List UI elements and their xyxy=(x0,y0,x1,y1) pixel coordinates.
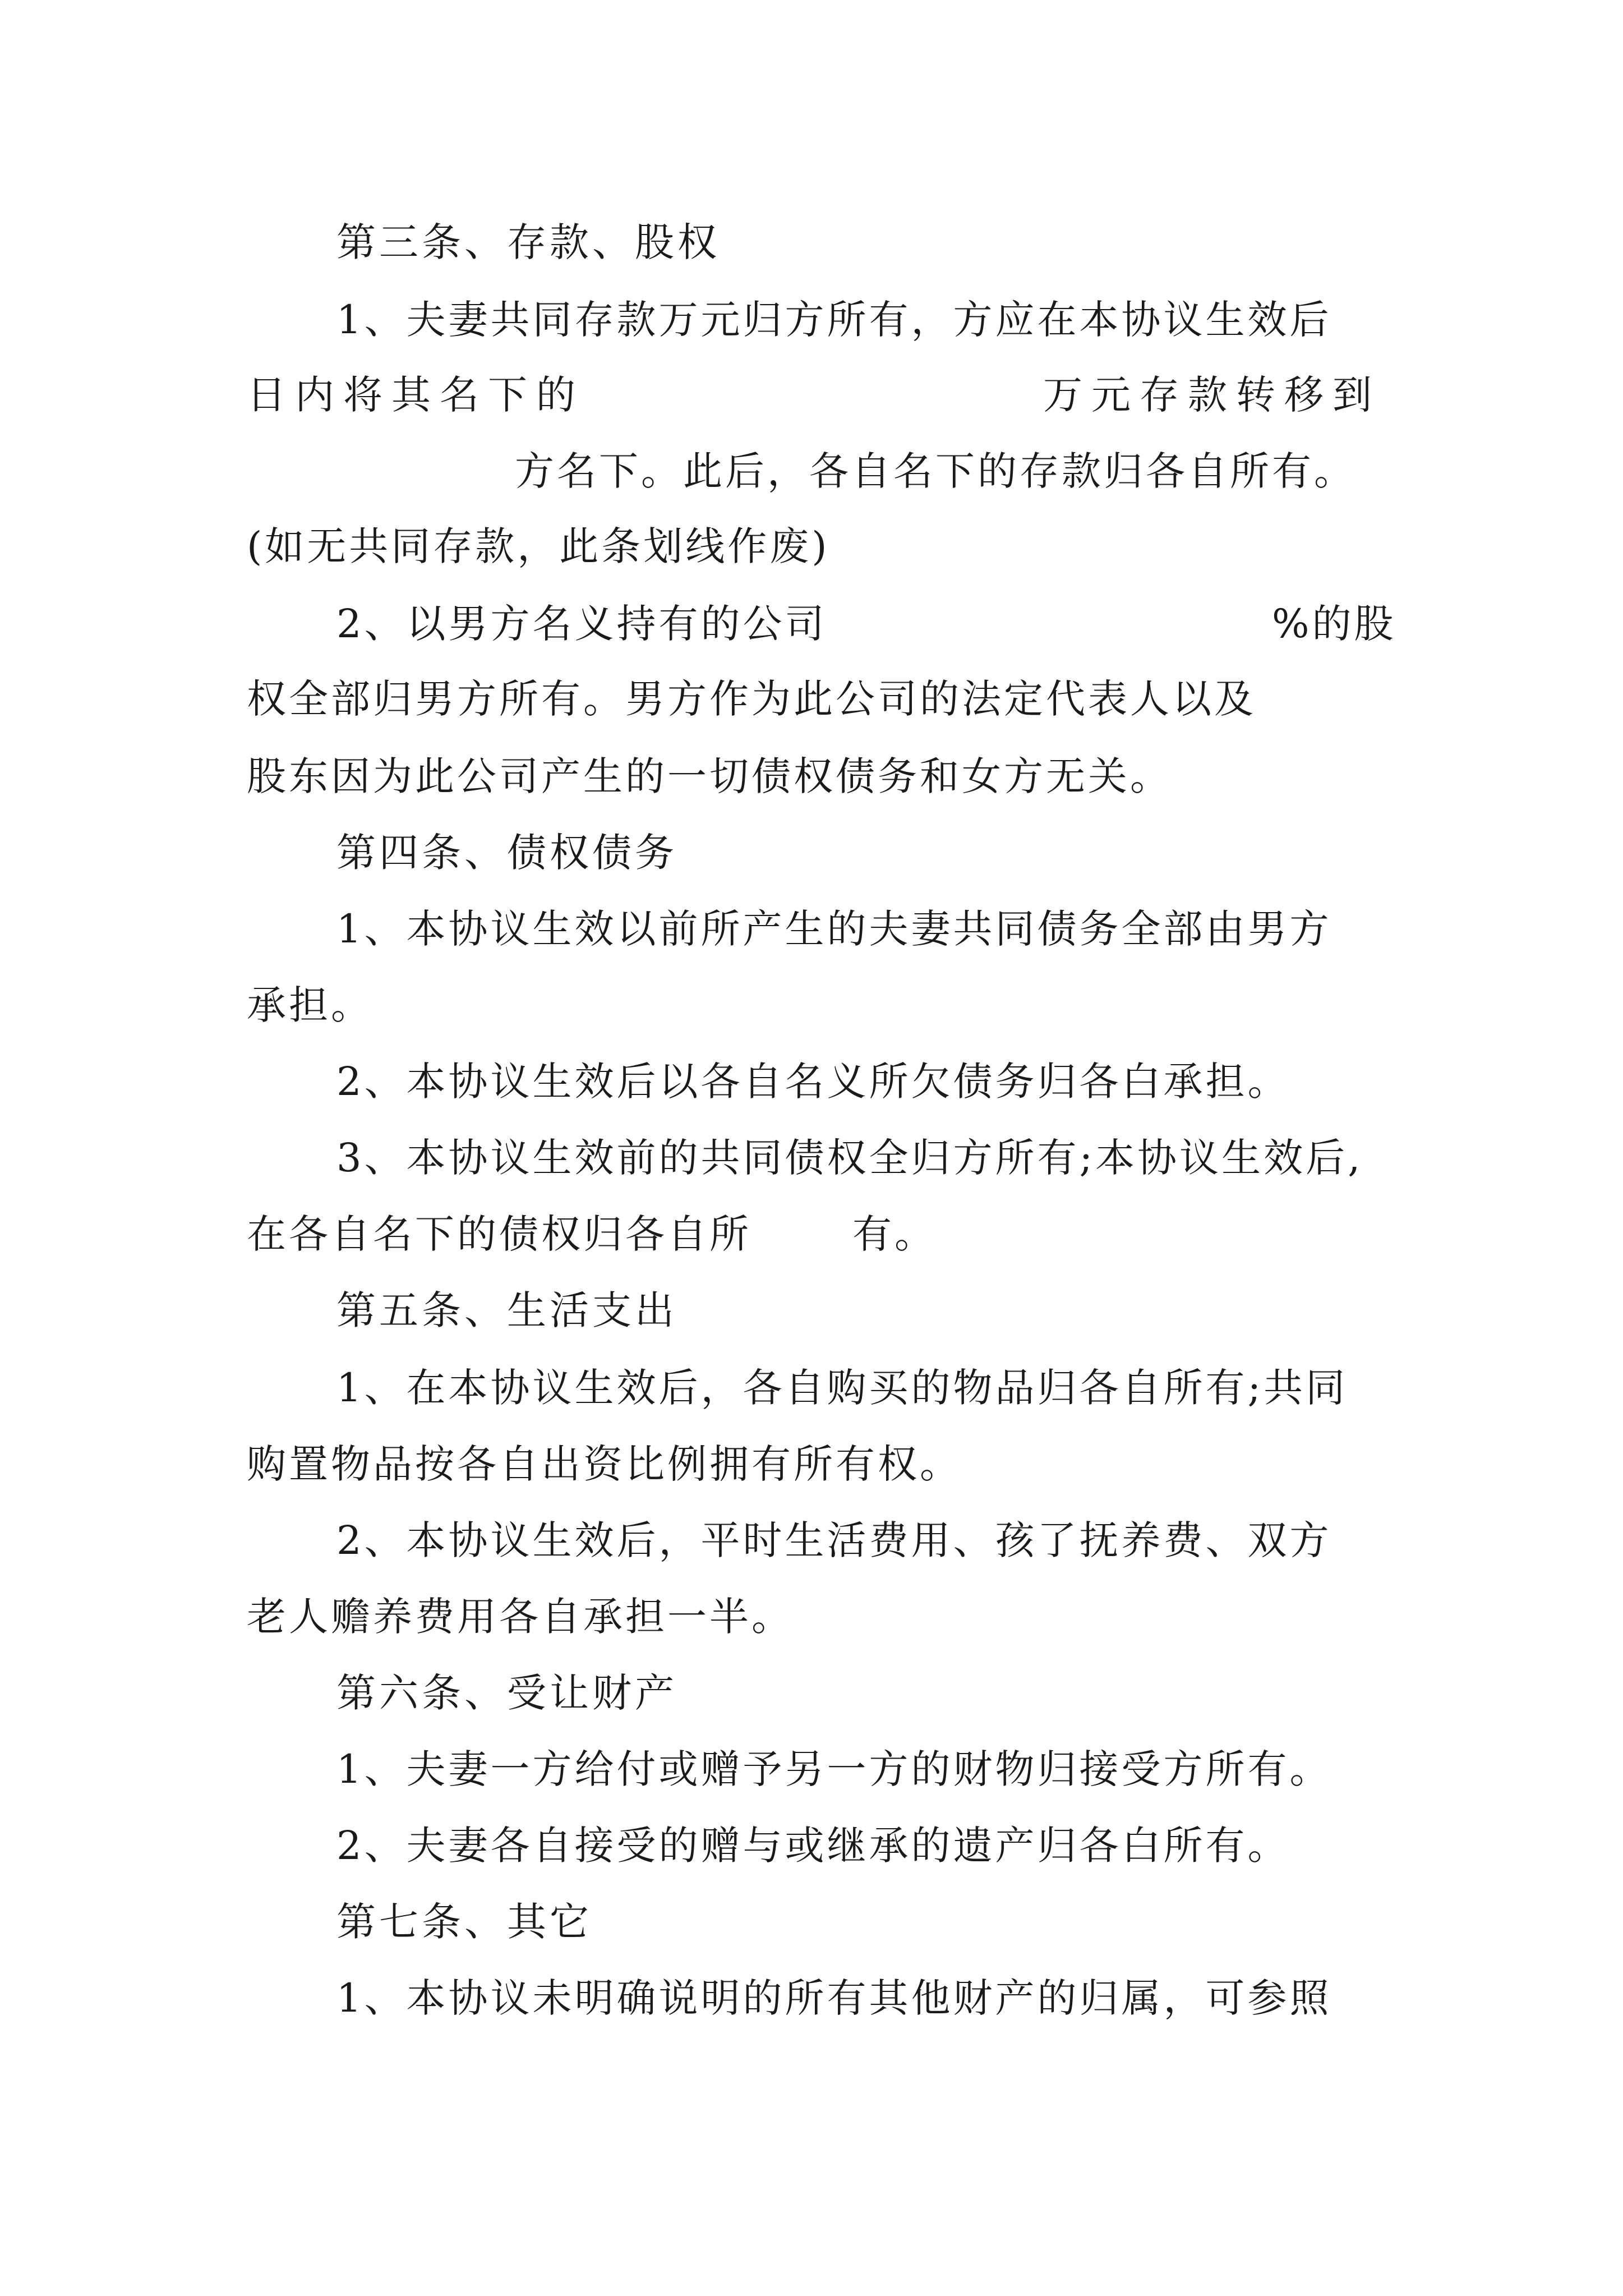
article4-item1-line1: 1、本协议生效以前所产生的夫妻共同债务全部由男方 xyxy=(336,906,1332,952)
article3-item2-line3: 股东因为此公司产生的一切债权债务和女方无关。 xyxy=(247,753,1172,799)
article4-item2: 2、本协议生效后以各自名义所欠债务归各白承担。 xyxy=(336,1059,1290,1105)
article4-item1-line2: 承担。 xyxy=(247,982,373,1028)
article3-item1-line2-left: 日内将其名下的 xyxy=(247,372,584,418)
article5-item1-line1: 1、在本协议生效后，各自购买的物品归各自所有;共同 xyxy=(336,1365,1348,1411)
article3-heading: 第三条、存款、股权 xyxy=(336,219,720,265)
article5-heading: 第五条、生活支出 xyxy=(336,1287,677,1333)
article5-item2-line1: 2、本协议生效后，平时生活费用、孩了抚养费、双方 xyxy=(336,1517,1332,1563)
article4-item3-line1: 3、本协议生效前的共同债权全归方所有;本协议生效后, xyxy=(336,1135,1363,1181)
article4-item3-line2-right: 有。 xyxy=(852,1211,937,1257)
article3-item2-line2: 权全部归男方所有。男方作为此公司的法定代表人以及 xyxy=(247,676,1256,722)
article4-heading: 第四条、债权债务 xyxy=(336,830,677,876)
article6-item1: 1、夫妻一方给付或赠予另一方的财物归接受方所有。 xyxy=(336,1746,1332,1792)
article7-heading: 第七条、其它 xyxy=(336,1899,592,1945)
article6-item2: 2、夫妻各自接受的赠与或继承的遗产归各白所有。 xyxy=(336,1823,1290,1869)
article6-heading: 第六条、受让财产 xyxy=(336,1670,677,1716)
article3-item1-line4: (如无共同存款，此条划线作废) xyxy=(247,523,830,569)
article5-item2-line2: 老人赡养费用各自承担一半。 xyxy=(247,1594,794,1640)
article3-item1-line2-right: 万元存款转移到 xyxy=(1043,372,1381,418)
article3-item1-line1: 1、夫妻共同存款万元归方所有，方应在本协议生效后 xyxy=(336,297,1332,343)
article7-item1-line1: 1、本协议未明确说明的所有其他财产的归属，可参照 xyxy=(336,1975,1332,2021)
article3-item2-line1-left: 2、以男方名义持有的公司 xyxy=(336,601,827,647)
article3-item2-line1-right: %的股 xyxy=(1272,601,1396,647)
article5-item1-line2: 购置物品按各自出资比例拥有所有权。 xyxy=(247,1441,962,1487)
article4-item3-line2-left: 在各自名下的债权归各自所 xyxy=(247,1211,751,1257)
article3-item1-line3: 方名下。此后，各自名下的存款归各自所有。 xyxy=(515,448,1356,494)
